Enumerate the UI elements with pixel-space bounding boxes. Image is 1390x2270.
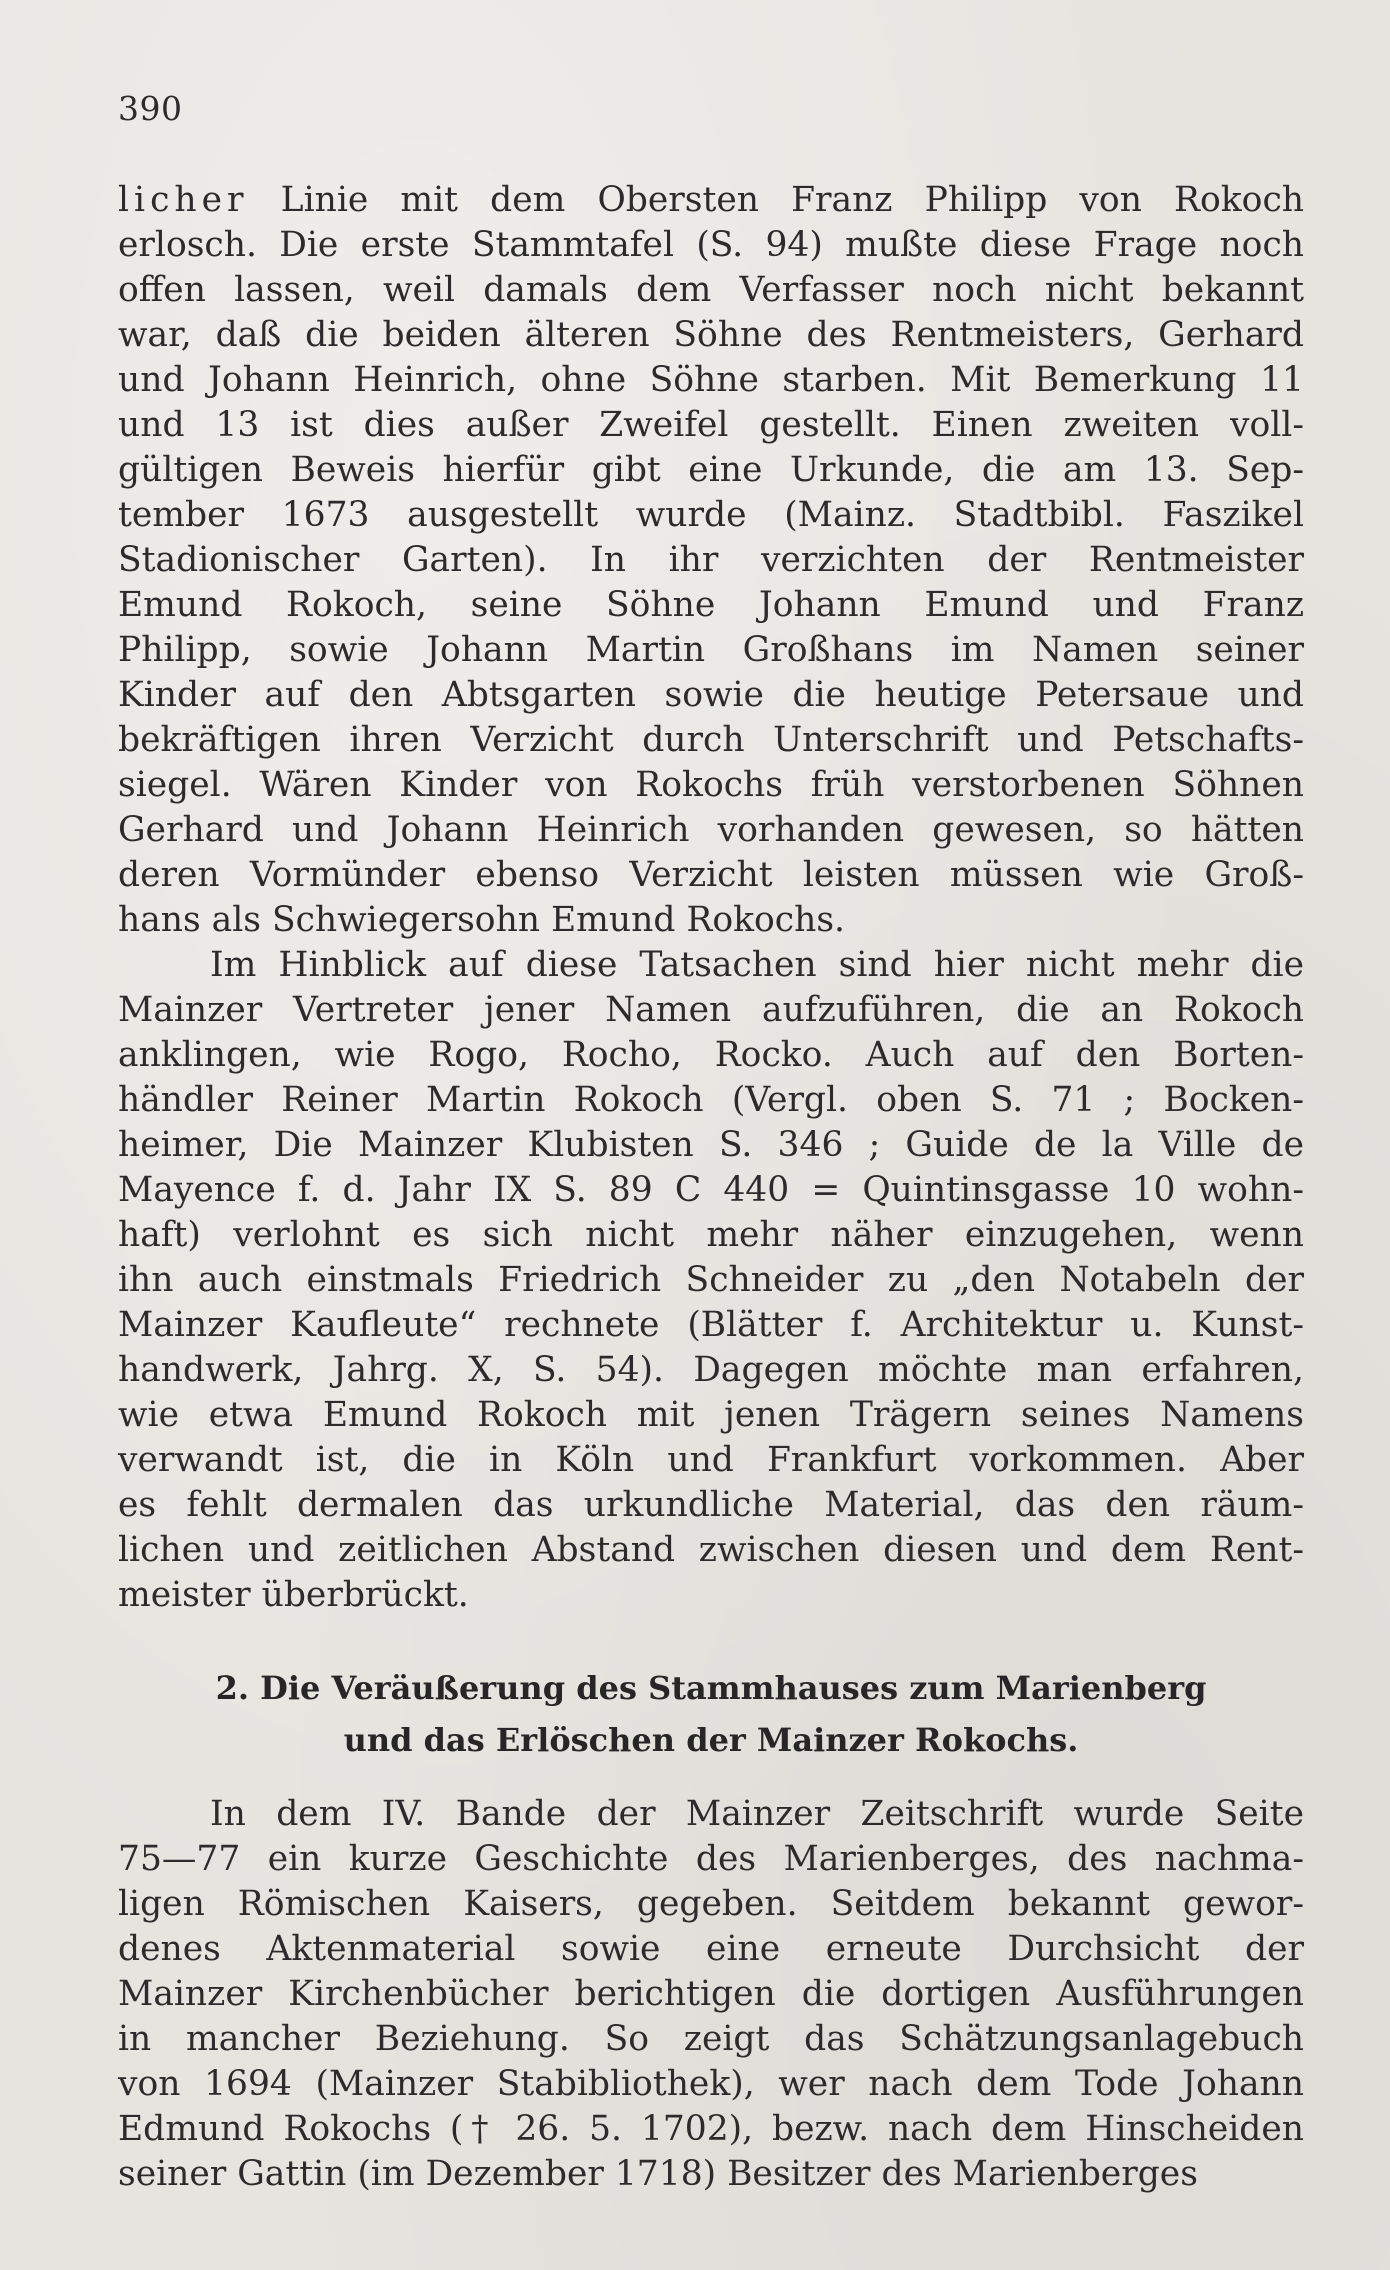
text-line: heimer, Die Mainzer Klubisten S. 346 ; Guide de la Ville de <box>118 1125 1304 1165</box>
text-line: deren Vormünder ebenso Verzicht leisten müssen wie Groß- <box>118 855 1304 895</box>
text-line: Gerhard und Johann Heinrich vorhanden gewesen, so hätten <box>118 810 1304 850</box>
text-line: Philipp, sowie Johann Martin Großhans im Namen seiner <box>118 630 1304 670</box>
text-line: Edmund Rokochs († 26. 5. 1702), bezw. nach dem Hinscheiden <box>118 2109 1304 2149</box>
paragraph-2 <box>118 943 1304 1618</box>
text-line: gültigen Beweis hierfür gibt eine Urkunde, die am 13. Sep- <box>118 450 1304 490</box>
text-line: von 1694 (Mainzer Stabibliothek), wer nach dem Tode Johann <box>118 2064 1304 2104</box>
text-line: Kinder auf den Abtsgarten sowie die heutige Petersaue und <box>118 675 1304 715</box>
text-line: siegel. Wären Kinder von Rokochs früh verstorbenen Söhnen <box>118 765 1304 805</box>
text-line: licher Linie mit dem Obersten Franz Philipp von Rokoch <box>118 180 1304 220</box>
text-line: haft) verlohnt es sich nicht mehr näher einzugehen, wenn <box>118 1215 1304 1255</box>
text-line: meister überbrückt. <box>118 1575 469 1615</box>
text-line: Mainzer Kirchenbücher berichtigen die dortigen Ausführungen <box>118 1974 1304 2014</box>
text-line: Stadionischer Garten). In ihr verzichten der Rentmeister <box>118 540 1304 580</box>
text-line: ligen Römischen Kaisers, gegeben. Seitdem bekannt gewor- <box>118 1884 1304 1924</box>
text-line: war, daß die beiden älteren Söhne des Rentmeisters, Gerhard <box>118 315 1304 355</box>
text-line: tember 1673 ausgestellt wurde (Mainz. Stadtbibl. Faszikel <box>118 495 1304 535</box>
section-heading <box>118 1662 1304 1766</box>
text-line: Im Hinblick auf diese Tatsachen sind hier nicht mehr die <box>210 945 1304 985</box>
text-line: hans als Schwiegersohn Emund Rokochs. <box>118 900 846 940</box>
text-line: es fehlt dermalen das urkundliche Material, das den räum- <box>118 1485 1304 1525</box>
section-heading-line-1: 2. Die Veräußerung des Stammhauses zum Marienberg <box>215 1669 1207 1707</box>
text-line: Emund Rokoch, seine Söhne Johann Emund und Franz <box>118 585 1304 625</box>
text-line: Mainzer Kaufleute“ rechnete (Blätter f. Architektur u. Kunst- <box>118 1305 1304 1345</box>
text-line: und Johann Heinrich, ohne Söhne starben. Mit Bemerkung 11 <box>118 360 1304 400</box>
text-line: denes Aktenmaterial sowie eine erneute Durchsicht der <box>118 1929 1304 1969</box>
page-number: 390 <box>118 89 183 128</box>
text-line: anklingen, wie Rogo, Rocho, Rocko. Auch auf den Borten- <box>118 1035 1304 1075</box>
text-line: seiner Gattin (im Dezember 1718) Besitzer des Marienberges <box>118 2154 1198 2194</box>
text-line: in mancher Beziehung. So zeigt das Schätzungsanlagebuch <box>118 2019 1304 2059</box>
section-heading-line-2: und das Erlöschen der Mainzer Rokochs. <box>343 1721 1079 1759</box>
text-line: händler Reiner Martin Rokoch (Vergl. oben S. 71 ; Bocken- <box>118 1080 1304 1120</box>
text-line: Mainzer Vertreter jener Namen aufzuführen, die an Rokoch <box>118 990 1304 1030</box>
text-line: wie etwa Emund Rokoch mit jenen Trägern seines Namens <box>118 1395 1304 1435</box>
text-line: bekräftigen ihren Verzicht durch Unterschrift und Petschafts- <box>118 720 1304 760</box>
text-line: Mayence f. d. Jahr IX S. 89 C 440 = Quintinsgasse 10 wohn- <box>118 1170 1304 1210</box>
text-line: 75—77 ein kurze Geschichte des Marienberges, des nachma- <box>118 1839 1304 1879</box>
paragraph-3 <box>118 1792 1304 2197</box>
text-line: erlosch. Die erste Stammtafel (S. 94) mußte diese Frage noch <box>118 225 1304 265</box>
paragraph-1 <box>118 178 1304 943</box>
text-line: ihn auch einstmals Friedrich Schneider zu „den Notabeln der <box>118 1260 1304 1300</box>
text-line: In dem IV. Bande der Mainzer Zeitschrift wurde Seite <box>210 1794 1304 1834</box>
text-line: und 13 ist dies außer Zweifel gestellt. Einen zweiten voll- <box>118 405 1304 445</box>
text-line: lichen und zeitlichen Abstand zwischen diesen und dem Rent- <box>118 1530 1304 1570</box>
text-line: handwerk, Jahrg. X, S. 54). Dagegen möchte man erfahren, <box>118 1350 1304 1390</box>
text-line: offen lassen, weil damals dem Verfasser noch nicht bekannt <box>118 270 1304 310</box>
text-line: verwandt ist, die in Köln und Frankfurt vorkommen. Aber <box>118 1440 1304 1480</box>
